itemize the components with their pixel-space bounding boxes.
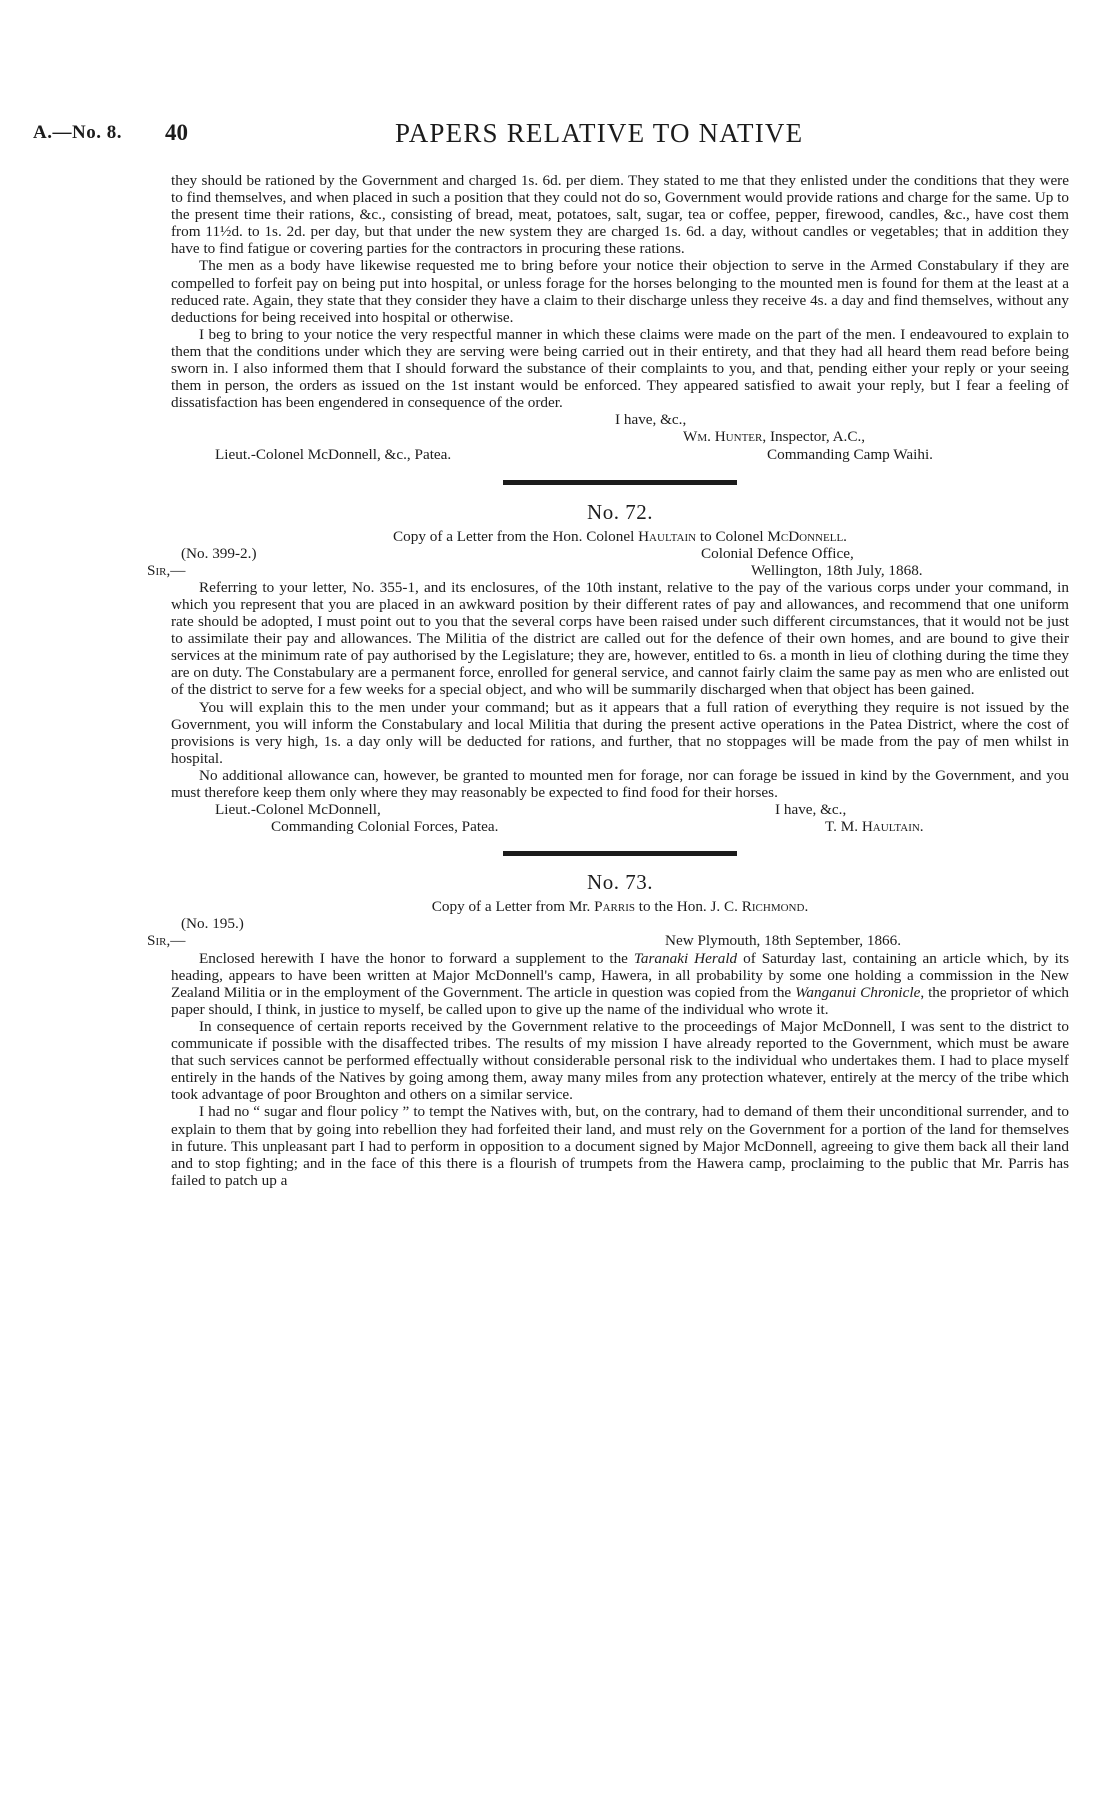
letter-heading: Copy of a Letter from Mr. Parris to the Hon. J. C. Richmond. <box>431 898 809 916</box>
paragraph: I had no “ sugar and flour policy ” to tempt the Natives with, but, on the contrary, had to demand of them their unconditional surrender, and to explain to them that by going into rebellion they had forfeited their land, and must rely on the Government for a portion of the land for themselves in future. This unpleasant part I had to perform in opposition to a document signed by Major McDonnell, agreeing to give them back all their land and to stop fighting; and in the face of this there is a flourish of trumpets from the Hawera camp, proclaiming to the public that Mr. Parris has failed to patch up a <box>171 1103 1069 1189</box>
section-rule <box>503 480 737 485</box>
signature-name: Wm. Hunter <box>683 428 763 446</box>
salutation-row <box>147 561 1069 579</box>
paragraph: The men as a body have likewise requested me to bring before your notice their objection to serve in the Armed Constabulary if they are compelled to forfeit pay on being put into hospital, or unless forage for the horses belonging to the mounted men is found for them at the least at a reduced rate. Again, they state that they consider they have a claim to their discharge unless they receive 4s. a day and find themselves, without any deductions for being received into hospital or otherwise. <box>171 257 1069 326</box>
hunter-letter <box>171 172 1069 463</box>
addressee: Lieut.-Colonel McDonnell, &c., Patea. <box>215 445 452 463</box>
addressee-row <box>171 801 1069 818</box>
paragraph: they should be rationed by the Government and charged 1s. 6d. per diem. They stated to me that they enlisted under the conditions that they were to find themselves, and when placed in such a position that they could not do so, Government would provide rations and charge for the same. Up to the present time their rations, &c., consisting of bread, meat, potatoes, salt, sugar, tea or coffee, pepper, firewood, candles, &c., have cost them from 11½d. to 1s. 2d. per day, but that under the new system they are charged 1s. 6d. a day, without candles or vegetables; that in addition they have to find fatigue or covering parties for the contractors in procuring these rations. <box>171 172 1069 258</box>
reference-row <box>171 915 1069 932</box>
salutation-row <box>147 932 1069 950</box>
paragraph: In consequence of certain reports received by the Government relative to the proceedings of Major McDonnell, I was sent to the district to communicate if possible with the disaffected tribes. The results of my mission I have already reported to the Government, which must be aware that such services cannot be performed effectually without considerable personal risk to the individual who undertakes them. I had to place myself entirely in the hands of the Natives by going among them, away many miles from any protection whatever, entirely at the mercy of the tribe which took advantage of poor Broughton and others on a similar service. <box>171 1017 1069 1104</box>
section-rule <box>503 851 737 856</box>
signature-row <box>171 428 1069 445</box>
letter-number: No. 73. <box>587 870 653 895</box>
page-number: 40 <box>165 120 188 145</box>
recipient-name: Richmond <box>741 898 805 916</box>
place-date: New Plymouth, 18th September, 1866. <box>665 932 902 950</box>
running-title: PAPERS RELATIVE TO NATIVE <box>395 118 804 148</box>
closing: I have, &c., <box>775 801 847 819</box>
author-name: Parris <box>594 898 635 916</box>
signature: T. M. Haultain. <box>825 818 924 836</box>
paragraph: Enclosed herewith I have the honor to forward a supplement to the Taranaki Herald of Saturday last, containing an article which, by its heading, appears to have been written at Major McDonnell's camp, Hawera, in all probability by some one holding a commission in the New Zealand Militia or in the employment of the Government. The article in question was copied from the Wanganui Chronicle, the proprietor of which paper should, I think, in justice to myself, be called upon to give up the name of the individual who wrote it. <box>171 949 1070 1018</box>
signature-post: Commanding Camp Waihi. <box>767 445 933 463</box>
letter-reference: (No. 399-2.) <box>181 544 257 562</box>
paragraph: Referring to your letter, No. 355-1, and its enclosures, of the 10th instant, relative to the pay of the various corps under your command, in which you represent that you are placed in an awkward position by their different rates of pay and allowances, and recommend that one uniform rate should be adopted, I must point out to you that the several corps have been raised under such different circumstances, that it would not be just to assimilate their pay and allowances. The Militia of the district are called out for the defence of their own homes, and are bound to give their services at the minimum rate of pay authorised by the Legislature; they are, however, entitled to 6s. a month in lieu of clothing during the time they are on duty. The Constabulary are a permanent force, enrolled for general service, and cannot fairly claim the same pay as men who are enlisted out of the district to serve for a few weeks for a special object, and who will be summarily discharged when that object has been gained. <box>171 578 1069 699</box>
closing-row <box>171 411 1069 428</box>
author-name: Haultain <box>638 527 697 545</box>
signature-title: , Inspector, A.C., <box>762 428 866 446</box>
document-reference: A.—No. 8. <box>33 122 122 143</box>
newspaper-title: Taranaki Herald <box>633 949 738 967</box>
salutation: Sir,— <box>147 932 186 950</box>
place-date: Wellington, 18th July, 1868. <box>751 561 923 579</box>
letter-73 <box>147 870 1070 1189</box>
paragraph: You will explain this to the men under your command; but as it appears that a full ration of everything they require is not issued by the Government, you will inform the Constabulary and local Militia that during the present active operations in the Patea District, where the cost of provisions is very high, 1s. a day only will be deducted for rations, and further, that no stoppages will be made from the pay of men whilst in hospital. <box>171 698 1069 767</box>
reference-row <box>171 545 1069 562</box>
paragraph: I beg to bring to your notice the very respectful manner in which these claims were made on the part of the men. I endeavoured to explain to them that the conditions under which they are serving were being carried out in their entirety, and that they had all heard them read before being sworn in. I also informed them that I should forward the substance of their complaints to you, and that, pending either your reply or your seeing them in person, the orders as issued on the 1st instant would be enforced. They appeared satisfied to await your reply, but I fear a feeling of dissatisfaction has been engendered in consequence of the order. <box>171 325 1069 412</box>
office-name: Colonial Defence Office, <box>701 544 854 562</box>
page-header <box>0 116 1114 156</box>
salutation: Sir,— <box>147 561 186 579</box>
letter-reference: (No. 195.) <box>181 915 244 933</box>
addressee-line: Commanding Colonial Forces, Patea. <box>271 818 499 836</box>
addressee-row <box>171 446 1069 463</box>
addressee-line: Lieut.-Colonel McDonnell, <box>215 801 381 819</box>
addressee-row <box>171 818 1069 835</box>
letter-heading: Copy of a Letter from the Hon. Colonel Haultain to Colonel McDonnell. <box>393 527 847 545</box>
paragraph: No additional allowance can, however, be granted to mounted men for forage, nor can forage be issued in kind by the Government, and you must therefore keep them only where they may reasonably be expected to find food for their horses. <box>171 766 1069 801</box>
recipient-name: McDonnell <box>767 527 844 545</box>
signature <box>683 428 865 445</box>
page-body <box>147 172 1070 1189</box>
letter-number: No. 72. <box>587 499 653 524</box>
closing: I have, &c., <box>615 411 687 429</box>
newspaper-title: Wanganui Chronicle <box>795 983 921 1001</box>
letter-72 <box>147 499 1069 836</box>
